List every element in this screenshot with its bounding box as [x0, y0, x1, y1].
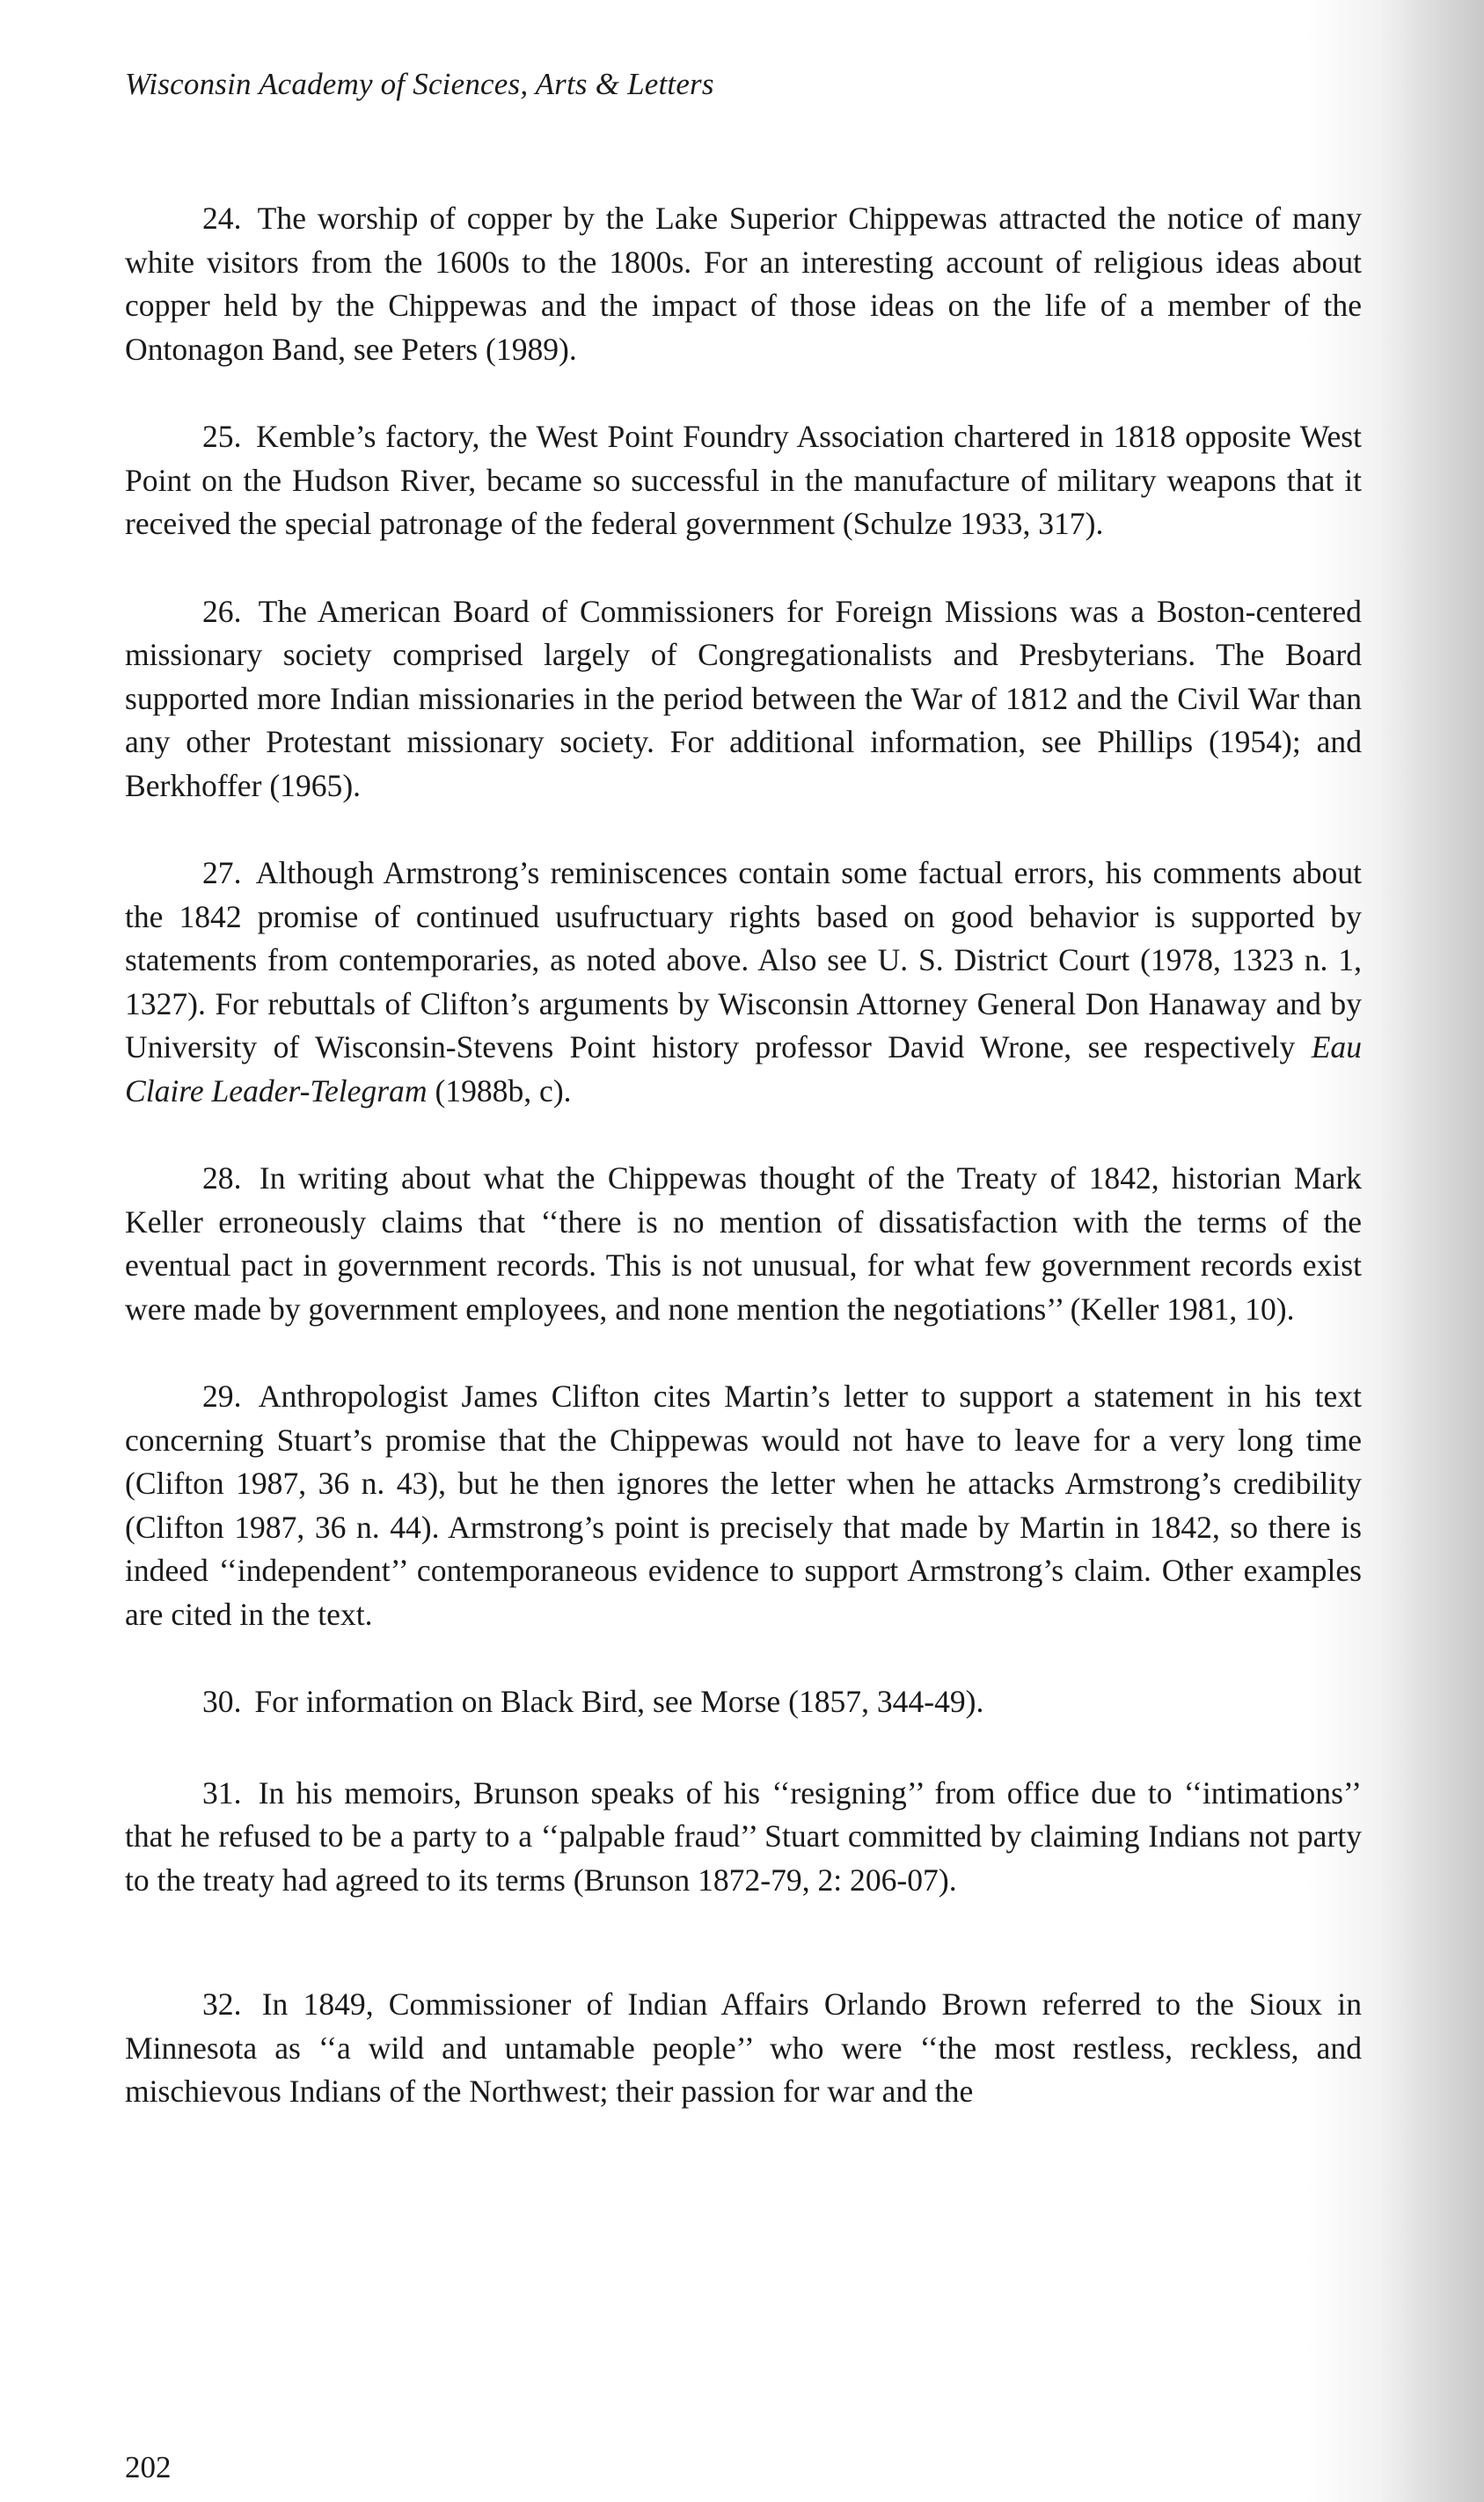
endnote-29: [125, 1375, 1362, 1636]
note-number: 30.: [202, 1684, 242, 1719]
endnote-25: [125, 415, 1362, 546]
note-number: 32.: [202, 1986, 242, 2022]
endnote-24: [125, 197, 1362, 371]
note-text: Although Armstrong’s reminiscences contain some factual errors, his comments about the 1842 promise of continued usufructuary rights based on good behavior is supported by statements from contemporaries, as noted above. Also see U. S. District Court (1978, 1323 n. 1, 1327). For rebuttals of Clifton’s arguments by Wisconsin Attorney General Don Hanaway and by University of Wisconsin-Stevens Point history professor David Wrone, see respectively: [125, 855, 1362, 1064]
endnote-27: [125, 852, 1362, 1113]
endnote-28: [125, 1157, 1362, 1331]
note-number: 26.: [202, 593, 242, 629]
note-text: The worship of copper by the Lake Superior Chippewas attracted the notice of many white visitors from the 1600s to the 1800s. For an interesting account of religious ideas about copper held by the Chippewas and the impact of those ideas on the life of a member of the Ontonagon Band, see Peters (1989).: [125, 201, 1362, 367]
endnote-32: [125, 1983, 1362, 2114]
endnotes-section: [125, 197, 1362, 2158]
note-text-end: (1988b, c).: [427, 1072, 572, 1108]
endnote-30: [125, 1680, 1362, 1724]
note-text: In his memoirs, Brunson speaks of his ‘‘resigning’’ from office due to ‘‘intimations’’ that he refused to be a party to a ‘‘palpable fraud’’ Stuart committed by claiming Indians not party to the treaty had agreed to its terms (Brunson 1872-79, 2: 206-07).: [125, 1774, 1362, 1898]
note-number: 29.: [202, 1379, 242, 1414]
note-number: 27.: [202, 855, 242, 890]
note-text: In writing about what the Chippewas thought of the Treaty of 1842, historian Mark Keller erroneously claims that ‘‘there is no mention of dissatisfaction with the terms of the eventual pact in government records. This is not unusual, for what few government records exist were made by government employees, and none mention the negotiations’’ (Keller 1981, 10).: [125, 1160, 1362, 1327]
note-text: Kemble’s factory, the West Point Foundry Association chartered in 1818 opposite West Point on the Hudson River, became so successful in the manufacture of military weapons that it received the special patronage of the federal government (Schulze 1933, 317).: [125, 419, 1362, 541]
endnote-31: [125, 1772, 1362, 1903]
note-number: 25.: [202, 419, 242, 454]
note-number: 28.: [202, 1160, 242, 1196]
endnote-26: [125, 590, 1362, 808]
note-number: 31.: [202, 1774, 242, 1811]
note-number: 24.: [202, 201, 242, 236]
page-number: 202: [125, 2450, 172, 2484]
note-text: Anthropologist James Clifton cites Martin’s letter to support a statement in his text concerning Stuart’s promise that the Chippewas would not have to leave for a very long time (Clifton 1987, 36 n. 43), but he then ignores the letter when he attacks Armstrong’s credibility (Clifton 1987, 36 n. 44). Armstrong’s point is precisely that made by Martin in 1842, so there is indeed ‘‘independent’’ contemporaneous evidence to support Armstrong’s claim. Other examples are cited in the text.: [125, 1379, 1362, 1632]
newspaper-title: Eau Claire Leader-Telegram: [125, 1029, 1362, 1108]
note-text: In 1849, Commissioner of Indian Affairs Orlando Brown referred to the Sioux in Minnesota as ‘‘a wild and untamable people’’ who were ‘‘the most restless, reckless, and mischievous Indians of the Northwest; their passion for war and the: [125, 1986, 1362, 2109]
running-head: Wisconsin Academy of Sciences, Arts & Letters: [125, 67, 714, 101]
note-text: For information on Black Bird, see Morse (1857, 344-49).: [254, 1684, 984, 1719]
note-text: The American Board of Commissioners for Foreign Missions was a Boston-centered missionary society comprised largely of Congregationalists and Presbyterians. The Board supported more Indian missionaries in the period between the War of 1812 and the Civil War than any other Protestant missionary society. For additional information, see Phillips (1954); and Berkhoffer (1965).: [125, 593, 1362, 803]
